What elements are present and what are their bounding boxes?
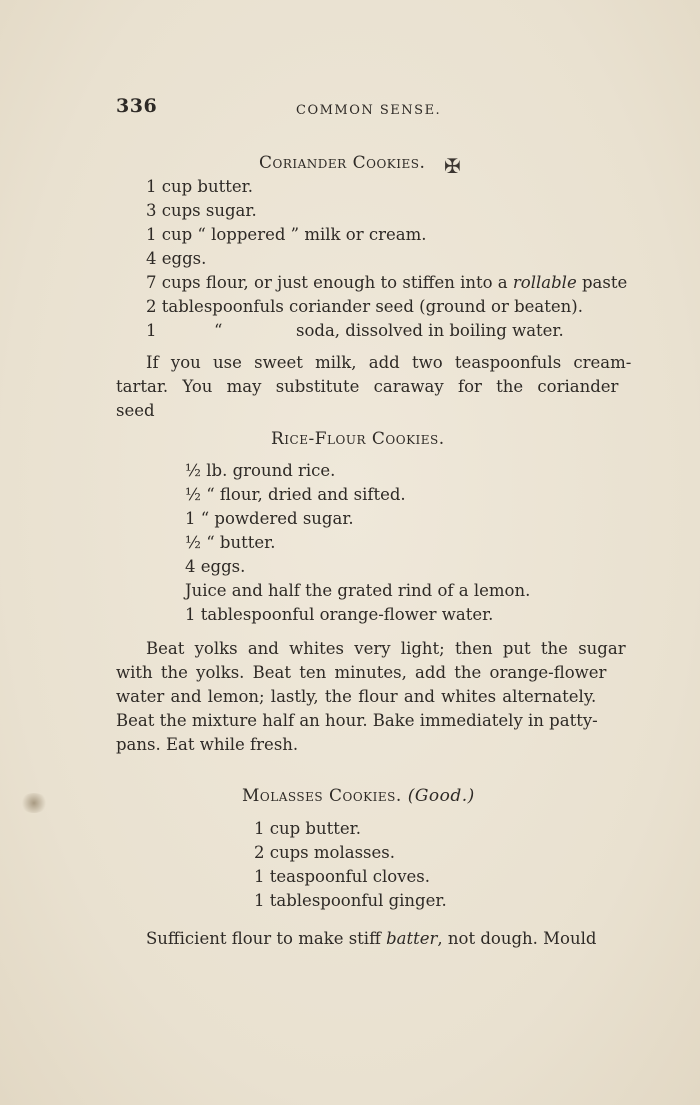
rice-method-line: pans. Eat while fresh. bbox=[116, 735, 299, 754]
rollable-italic: rollable bbox=[512, 273, 577, 292]
ingredient-line: 4 eggs. bbox=[146, 249, 207, 268]
page-number: 336 bbox=[116, 95, 158, 117]
ingredient-line: 2 cups molasses. bbox=[254, 843, 395, 862]
molasses-title-note: (Good.) bbox=[407, 786, 475, 806]
coriander-cookies-heading: Coriander Cookies. bbox=[259, 153, 426, 173]
paper-stain bbox=[20, 793, 48, 813]
molasses-title: Molasses Cookies. bbox=[242, 786, 402, 806]
rice-method-line: water and lemon; lastly, the flour and whites alternately. bbox=[116, 687, 597, 706]
ingredient-line-flour bbox=[146, 273, 627, 292]
molasses-method-line bbox=[146, 929, 596, 948]
batter-italic: batter bbox=[386, 929, 438, 948]
method-text: Sufficient flour to make stiff bbox=[146, 929, 387, 948]
coriander-note-line: seed bbox=[116, 401, 155, 420]
ingredient-line: 1 teaspoonful cloves. bbox=[254, 867, 431, 886]
ingredient-line: ½ lb. ground rice. bbox=[185, 461, 336, 480]
cross-ornament-icon: ✠ bbox=[444, 154, 461, 178]
ingredient-text: 7 cups flour, or just enough to stiffen into a bbox=[146, 273, 508, 292]
ingredient-line: 1 cup “ loppered ” milk or cream. bbox=[146, 225, 427, 244]
ditto-mark: “ bbox=[214, 321, 223, 340]
ingredient-line: 1 cup butter. bbox=[254, 819, 361, 838]
rice-method-line: with the yolks. Beat ten minutes, add the orange-flower bbox=[116, 663, 607, 682]
method-text: , not dough. Mould bbox=[437, 929, 597, 948]
molasses-cookies-heading bbox=[242, 786, 475, 806]
ingredient-line: 3 cups sugar. bbox=[146, 201, 257, 220]
ingredient-quantity: 1 bbox=[146, 321, 157, 340]
rice-method-line: Beat yolks and whites very light; then put the sugar bbox=[146, 639, 626, 658]
rice-method-line: Beat the mixture half an hour. Bake immediately in patty- bbox=[116, 711, 598, 730]
ingredient-line: soda, dissolved in boiling water. bbox=[296, 321, 564, 340]
ingredient-line: 1 tablespoonful ginger. bbox=[254, 891, 447, 910]
rice-flour-cookies-heading: Rice-Flour Cookies. bbox=[271, 429, 445, 449]
coriander-note-line: tartar. You may substitute caraway for the coriander bbox=[116, 377, 619, 396]
paste-text: paste bbox=[576, 273, 628, 292]
ingredient-line: 1 “ powdered sugar. bbox=[185, 509, 354, 528]
ingredient-line: ½ “ butter. bbox=[185, 533, 276, 552]
ingredient-line: ½ “ flour, dried and sifted. bbox=[185, 485, 406, 504]
running-title: COMMON SENSE. bbox=[296, 103, 442, 118]
ingredient-line: 1 tablespoonful orange-flower water. bbox=[185, 605, 494, 624]
ingredient-line: Juice and half the grated rind of a lemon. bbox=[185, 581, 531, 600]
ingredient-line: 1 cup butter. bbox=[146, 177, 253, 196]
ingredient-line: 4 eggs. bbox=[185, 557, 246, 576]
coriander-note-line: If you use sweet milk, add two teaspoonfuls cream- bbox=[146, 353, 632, 372]
ingredient-line: 2 tablespoonfuls coriander seed (ground or beaten). bbox=[146, 297, 583, 316]
